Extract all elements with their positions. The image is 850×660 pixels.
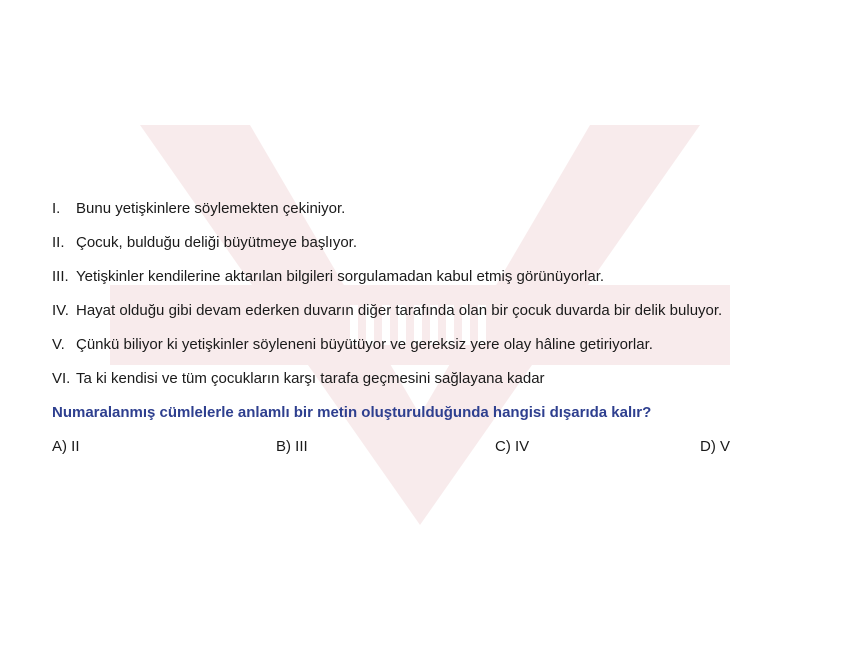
statement-text: Hayat olduğu gibi devam ederken duvarın diğer tarafında olan bir çocuk duvarda bir delik buluyor. [76, 302, 723, 319]
statement-text: Bunu yetişkinlere söylemekten çekiniyor. [76, 200, 346, 217]
statement-3 [52, 266, 832, 300]
statement-numeral: III. [52, 268, 69, 285]
option-c[interactable]: C) IV [495, 438, 530, 455]
statement-4 [52, 300, 832, 334]
statement-numeral: VI. [52, 370, 71, 387]
statement-text: Yetişkinler kendilerine aktarılan bilgileri sorgulamadan kabul etmiş görünüyorlar. [76, 268, 605, 285]
statement-text: Ta ki kendisi ve tüm çocukların karşı tarafa geçmesini sağlayana kadar [76, 370, 545, 387]
question-block [52, 198, 832, 460]
statement-1 [52, 198, 832, 232]
answer-options [52, 436, 832, 460]
statement-numeral: II. [52, 234, 65, 251]
question-text: Numaralanmış cümlelerle anlamlı bir metin oluşturulduğunda hangisi dışarıda kalır? [52, 404, 652, 421]
statement-5 [52, 334, 832, 368]
option-b[interactable]: B) III [276, 438, 308, 455]
statement-numeral: IV. [52, 302, 69, 319]
statement-text: Çünkü biliyor ki yetişkinler söyleneni büyütüyor ve gereksiz yere olay hâline getiriyorlar. [76, 336, 653, 353]
option-a[interactable]: A) II [52, 438, 80, 455]
statement-2 [52, 232, 832, 266]
option-d[interactable]: D) V [700, 438, 730, 455]
statement-numeral: I. [52, 200, 61, 217]
statement-text: Çocuk, bulduğu deliği büyütmeye başlıyor. [76, 234, 358, 251]
statement-6 [52, 368, 832, 402]
statement-numeral: V. [52, 336, 65, 353]
